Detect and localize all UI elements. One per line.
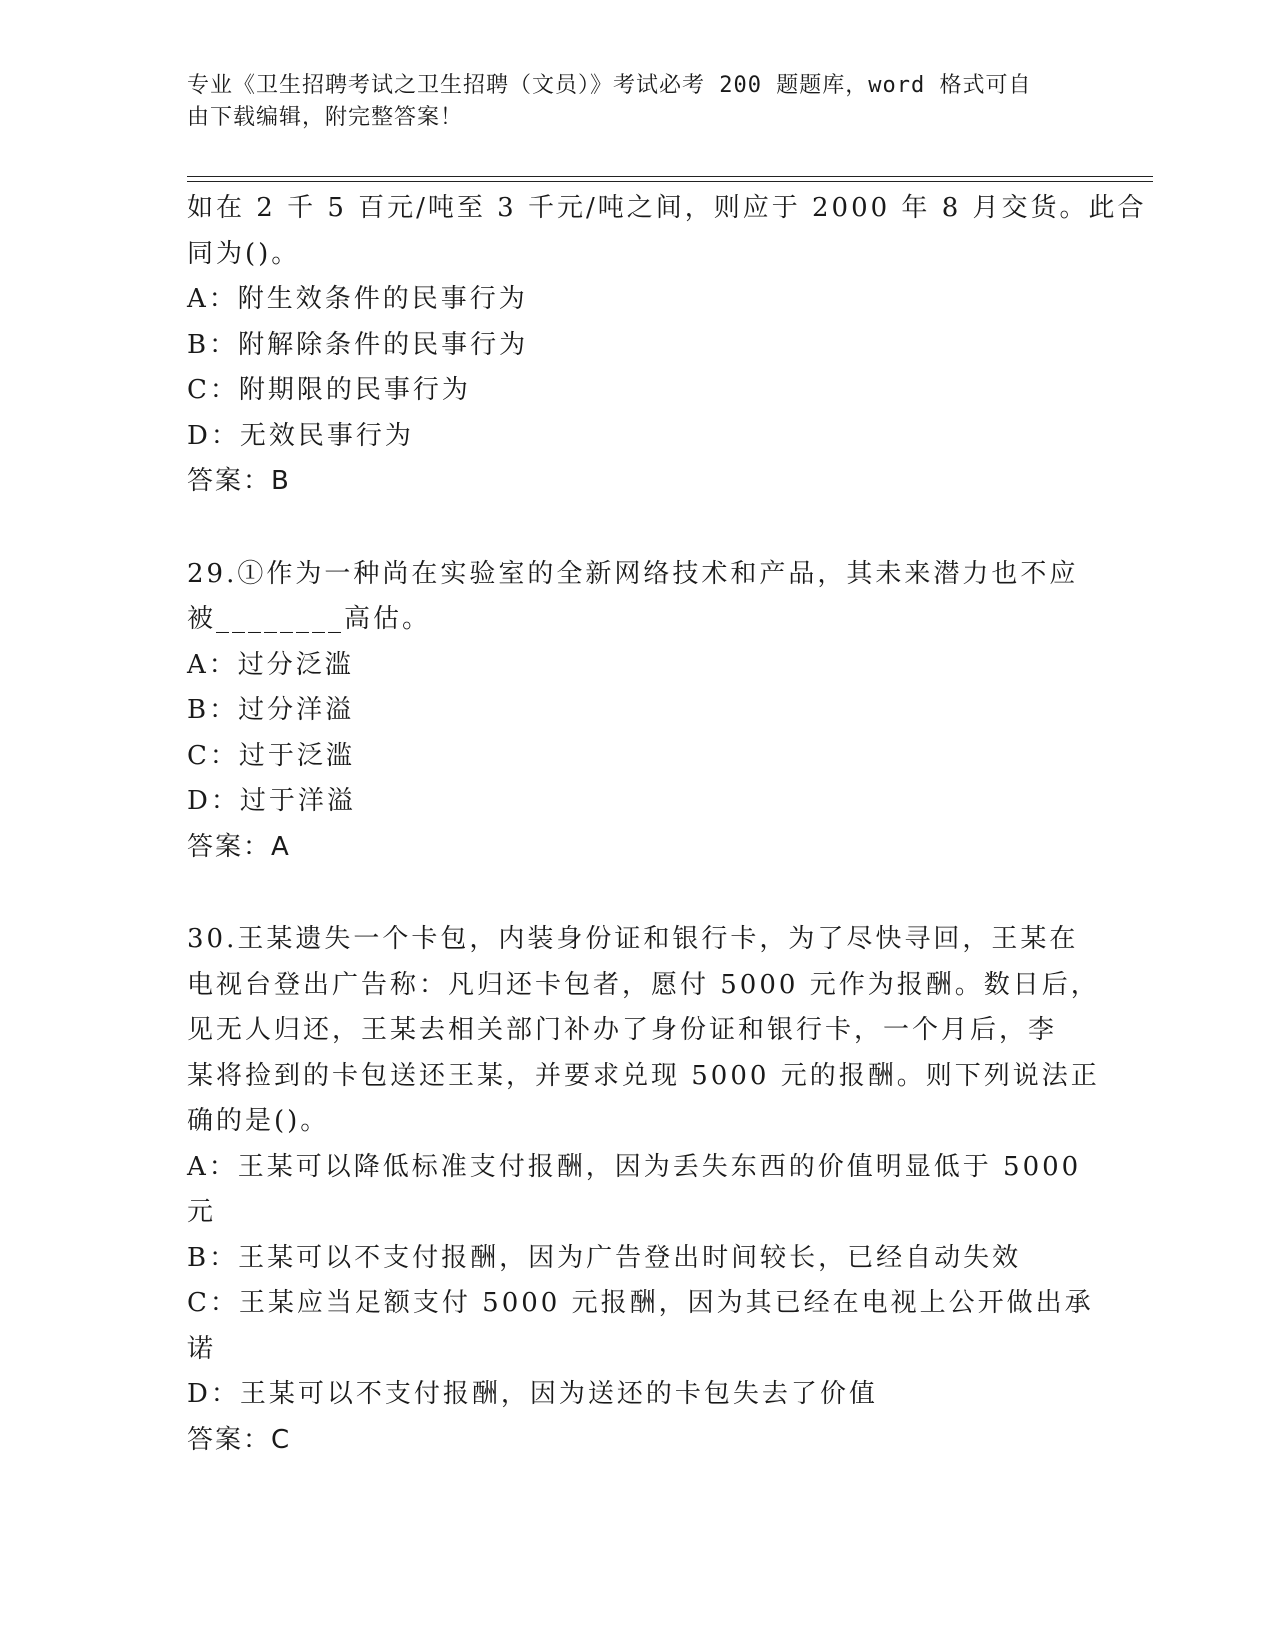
option-d: D：王某可以不支付报酬，因为送还的卡包失去了价值 [187,1379,878,1409]
answer-label: 答案：A [187,831,291,862]
question-30 [187,917,1100,1463]
option-a: A：过分泛滥 [187,649,354,680]
option-b: B：过分洋溢 [187,695,355,725]
option-c: C：王某应当足额支付 5000 元报酬，因为其已经在电视上公开做出承 [187,1288,1094,1318]
header-line-2: 由下载编辑，附完整答案！ [187,105,464,130]
header-divider-bottom [187,181,1153,182]
option-a: A：王某可以降低标准支付报酬，因为丢失东西的价值明显低于 5000 [187,1151,1082,1182]
option-a: 元 [187,1197,217,1227]
question-stem: 如在 2 千 5 百元/吨至 3 千元/吨之间，则应于 2000 年 8 月交货。此合 [187,193,1147,223]
answer-label: 答案：C [187,1424,292,1455]
option-d: D：无效民事行为 [187,420,414,451]
option-c: C：过于泛滥 [187,740,355,771]
question-29 [187,552,1087,871]
document-header [187,70,1067,134]
question-stem: 电视台登出广告称：凡归还卡包者，愿付 5000 元作为报酬。数日后， [187,969,1100,1000]
question-stem: 某将捡到的卡包送还王某，并要求兑现 5000 元的报酬。则下列说法正 [187,1060,1100,1091]
header-line-1: 专业《卫生招聘考试之卫生招聘（文员）》考试必考 200 题题库，word 格式可自 [187,73,1032,98]
question-stem: 29.①作为一种尚在实验室的全新网络技术和产品，其未来潜力也不应 [187,558,1079,589]
question-list [187,186,1147,1463]
question-stem: 见无人归还，王某去相关部门补办了身份证和银行卡，一个月后，李 [187,1015,1058,1045]
question-28 [187,186,1147,505]
option-d: D：过于洋溢 [187,786,356,816]
question-stem: 同为()。 [187,238,301,269]
option-a: A：附生效条件的民事行为 [187,284,528,314]
option-b: B：附解除条件的民事行为 [187,329,529,360]
option-c: C：附期限的民事行为 [187,375,471,405]
option-b: B：王某可以不支付报酬，因为广告登出时间较长，已经自动失效 [187,1242,1022,1273]
header-divider-top [187,176,1153,177]
question-stem: 30.王某遗失一个卡包，内装身份证和银行卡，为了尽快寻回，王某在 [187,924,1079,954]
question-stem: 确的是()。 [187,1106,330,1136]
question-stem: 被________高估。 [187,604,432,634]
option-c: 诺 [187,1333,217,1364]
answer-label: 答案：B [187,466,291,496]
